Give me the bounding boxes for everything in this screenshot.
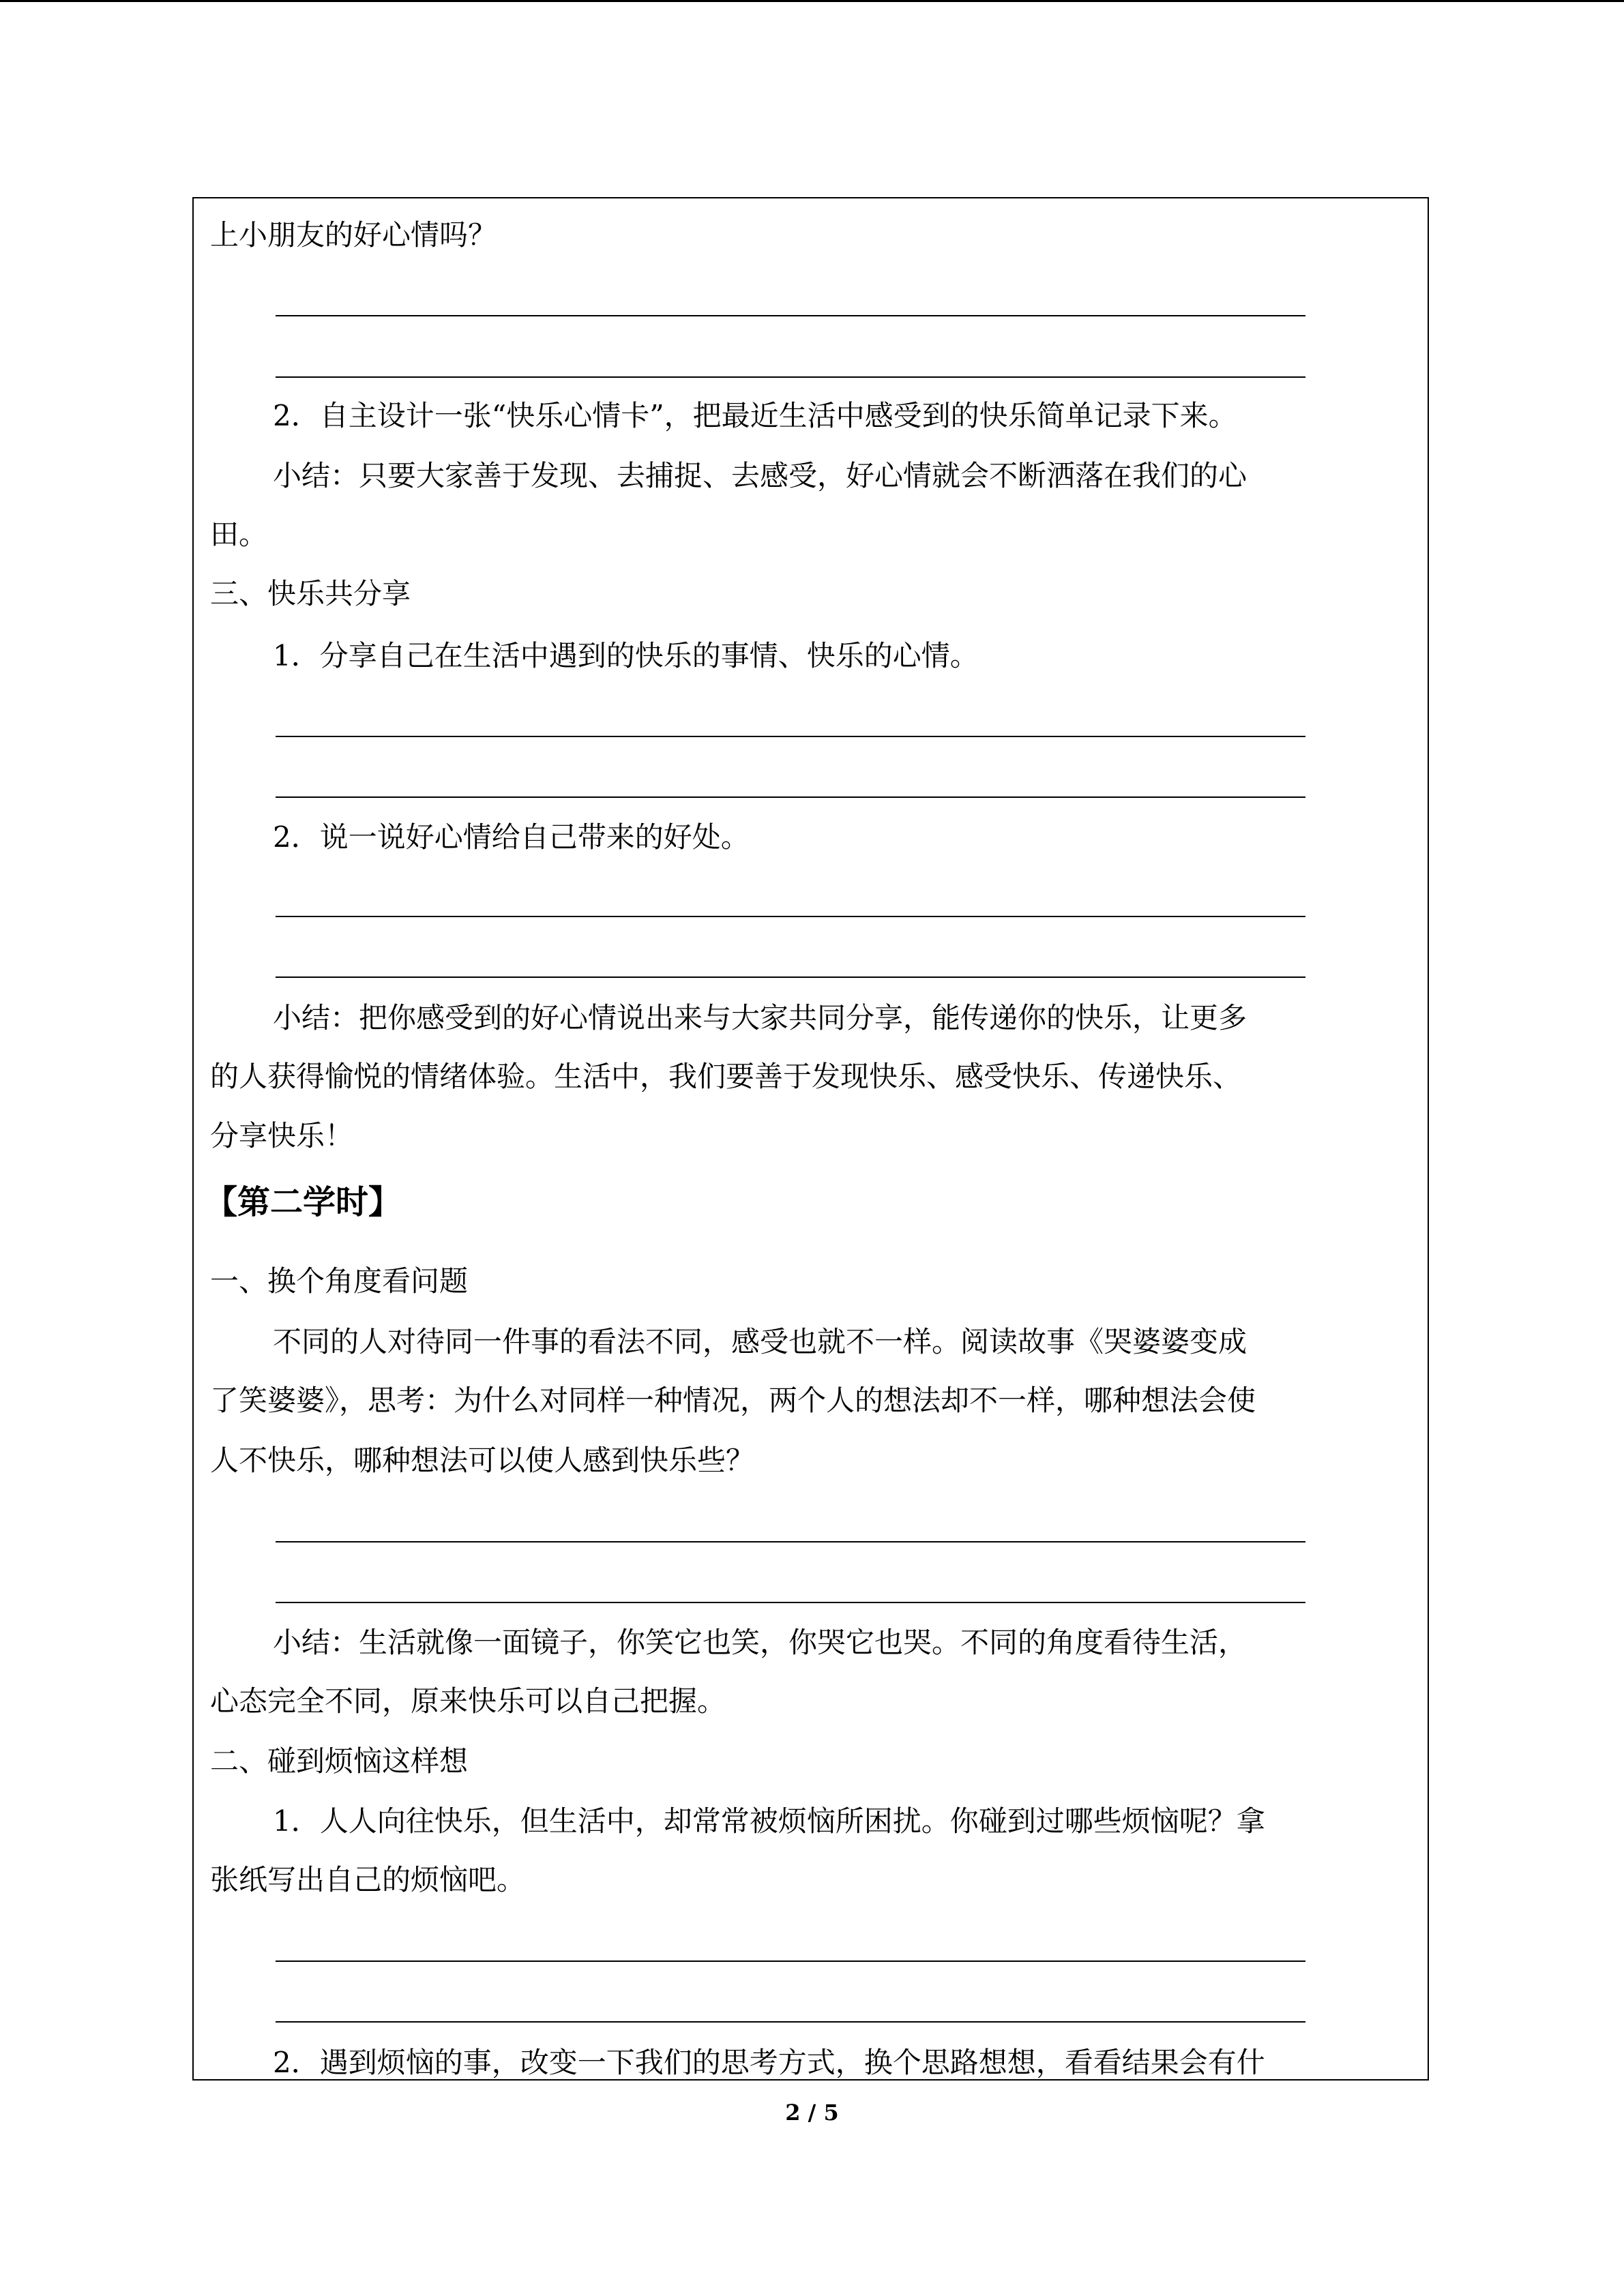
answer-blank-line[interactable]: [276, 2021, 1305, 2023]
answer-blank-line[interactable]: [276, 736, 1305, 737]
answer-blank-line[interactable]: [276, 315, 1305, 316]
text-line: 2．说一说好心情给自己带来的好处。: [273, 820, 750, 854]
section-title: 一、换个角度看问题: [210, 1264, 469, 1298]
page-top-border: [0, 0, 1624, 2]
section-title: 三、快乐共分享: [210, 577, 411, 610]
text-line: 人不快乐，哪种想法可以使人感到快乐些？: [210, 1444, 755, 1477]
text-line: 的人获得愉悦的情绪体验。生活中，我们要善于发现快乐、感受快乐、传递快乐、: [210, 1060, 1242, 1093]
text-line: 1．分享自己在生活中遇到的快乐的事情、快乐的心情。: [273, 639, 979, 672]
answer-blank-line[interactable]: [276, 1541, 1305, 1542]
text-line: 不同的人对待同一件事的看法不同，感受也就不一样。阅读故事《哭婆婆变成: [273, 1325, 1247, 1358]
text-line: 分享快乐！: [210, 1119, 354, 1152]
text-line: 2．遇到烦恼的事，改变一下我们的思考方式，换个思路想想，看看结果会有什: [273, 2046, 1265, 2079]
text-line: 上小朋友的好心情吗？: [210, 218, 497, 252]
text-line: 小结：把你感受到的好心情说出来与大家共同分享，能传递你的快乐，让更多: [273, 1001, 1247, 1034]
text-line: 1．人人向往快乐，但生活中，却常常被烦恼所困扰。你碰到过哪些烦恼呢？拿: [273, 1804, 1265, 1838]
answer-blank-line[interactable]: [276, 976, 1305, 978]
text-line: 田。: [210, 518, 268, 551]
text-line: 小结：只要大家善于发现、去捕捉、去感受，好心情就会不断洒落在我们的心: [273, 459, 1247, 492]
answer-blank-line[interactable]: [276, 1602, 1305, 1603]
answer-blank-line[interactable]: [276, 916, 1305, 917]
text-line: 小结：生活就像一面镜子，你笑它也笑，你哭它也哭。不同的角度看待生活，: [273, 1626, 1247, 1659]
answer-blank-line[interactable]: [276, 376, 1305, 378]
answer-blank-line[interactable]: [276, 796, 1305, 798]
section-title: 二、碰到烦恼这样想: [210, 1744, 469, 1778]
lesson-heading: 【第二学时】: [205, 1183, 402, 1221]
answer-blank-line[interactable]: [276, 1960, 1305, 1962]
text-line: 2．自主设计一张“快乐心情卡”，把最近生活中感受到的快乐简单记录下来。: [273, 399, 1237, 432]
text-line: 了笑婆婆》，思考：为什么对同样一种情况，两个人的想法却不一样，哪种想法会使: [210, 1384, 1256, 1417]
page-number: 2 / 5: [785, 2100, 839, 2126]
text-line: 张纸写出自己的烦恼吧。: [210, 1863, 526, 1896]
text-line: 心态完全不同，原来快乐可以自己把握。: [210, 1684, 726, 1718]
